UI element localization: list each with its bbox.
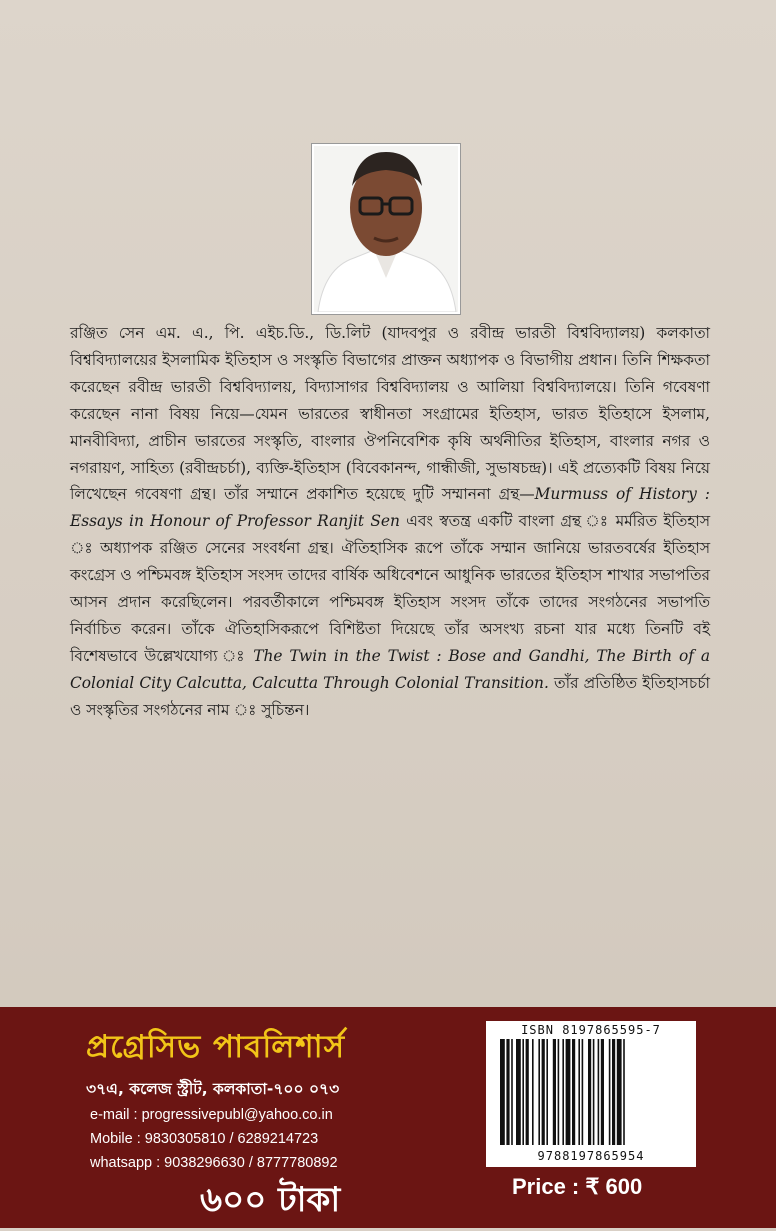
publisher-email: e-mail : progressivepubl@yahoo.co.in: [90, 1107, 333, 1123]
author-photo: [312, 144, 460, 314]
bio-text-2: এবং স্বতন্ত্র একটি বাংলা গ্রন্থ ঃ মর্মরিত ইতিহাস ঃ অধ্যাপক রঞ্জিত সেনের সংবর্ধনা গ্রন্থ। ঐতিহাসিক রূপে তাঁকে সম্মান জানিয়ে ভারতবর্ষের ইতিহাস কংগ্রেস ও পশ্চিমবঙ্গ ইতিহাস সংসদ তাদের বার্ষিক অধিবেশনে আধুনিক ভারতের ইতিহাস শাখার সভাপতির আসন প্রদান করেছিলেন। পরবর্তীকালে পশ্চিমবঙ্গ ইতিহাস সংসদ তাঁকে তাদের সংগঠনের সভাপতি নির্বাচিত করেন। তাঁকে ঐতিহাসিকরূপে বিশিষ্টতা দিয়েছে তাঁর অসংখ্য রচনা যার মধ্যে তিনটি বই বিশেষভাবে উল্লেখযোগ্য ঃ: [70, 512, 710, 665]
barcode-bars: [500, 1039, 682, 1145]
isbn-label: ISBN 8197865595-7: [521, 1023, 661, 1037]
festschrift-title: Murmuss of History : Essays in Honour of Professor Ranjit Sen: [70, 485, 710, 531]
bio-text-3: তাঁর প্রতিষ্ঠিত ইতিহাসচর্চা ও সংস্কৃতির সংগঠনের নাম ঃ সুচিন্তন।: [70, 673, 710, 719]
publisher-name: প্রগ্রেসিভ পাবলিশার্স: [86, 1029, 346, 1065]
publisher-mobile: Mobile : 9830305810 / 6289214723: [90, 1131, 319, 1147]
notable-books: The Twin in the Twist : Bose and Gandhi, The Birth of a Colonial City Calcutta, Calcutta Through Colonial Transition.: [70, 646, 710, 692]
barcode-digits: 9788197865954: [537, 1149, 645, 1163]
bio-text-1: রঞ্জিত সেন এম. এ., পি. এইচ.ডি., ডি.লিট (যাদবপুর ও রবীন্দ্র ভারতী বিশ্ববিদ্যালয়) কলকাতা বিশ্ববিদ্যালয়ের ইসলামিক ইতিহাস ও সংস্কৃতি বিভাগের প্রাক্তন অধ্যাপক ও বিভাগীয় প্রধান। তিনি শিক্ষকতা করেছেন রবীন্দ্র ভারতী বিশ্ববিদ্যালয়, বিদ্যাসাগর বিশ্ববিদ্যালয় ও আলিয়া বিশ্ববিদ্যালয়ে। তিনি গবেষণা করেছেন নানা বিষয় নিয়ে—যেমন ভারতের স্বাধীনতা সংগ্রামের ইতিহাস, ভারত ইতিহাসে ইসলাম, মানবীবিদ্যা, প্রাচীন ভারতের সংস্কৃতি, বাংলার ঔপনিবেশিক কৃষি অর্থনীতির ইতিহাস, বাংলার নগর ও নগরায়ণ, সাহিত্য (রবীন্দ্রচর্চা), ব্যক্তি-ইতিহাস (বিবেকানন্দ, গান্ধীজী, সুভাষচন্দ্র)। এই প্রত্যেকটি বিষয় নিয়ে লিখেছেন গবেষণা গ্রন্থ। তাঁর সম্মানে প্রকাশিত হয়েছে দুটি সম্মাননা গ্রন্থ—: [70, 324, 710, 504]
author-bio: [70, 320, 710, 724]
isbn-barcode: [486, 1021, 696, 1167]
price-bangla: ৬০০ টাকা: [200, 1180, 341, 1220]
publisher-whatsapp: whatsapp : 9038296630 / 8777780892: [90, 1155, 338, 1171]
publisher-address: ৩৭এ, কলেজ স্ট্রীট, কলকাতা-৭০০ ০৭৩: [86, 1080, 340, 1098]
price-english: Price : ₹ 600: [512, 1174, 643, 1199]
